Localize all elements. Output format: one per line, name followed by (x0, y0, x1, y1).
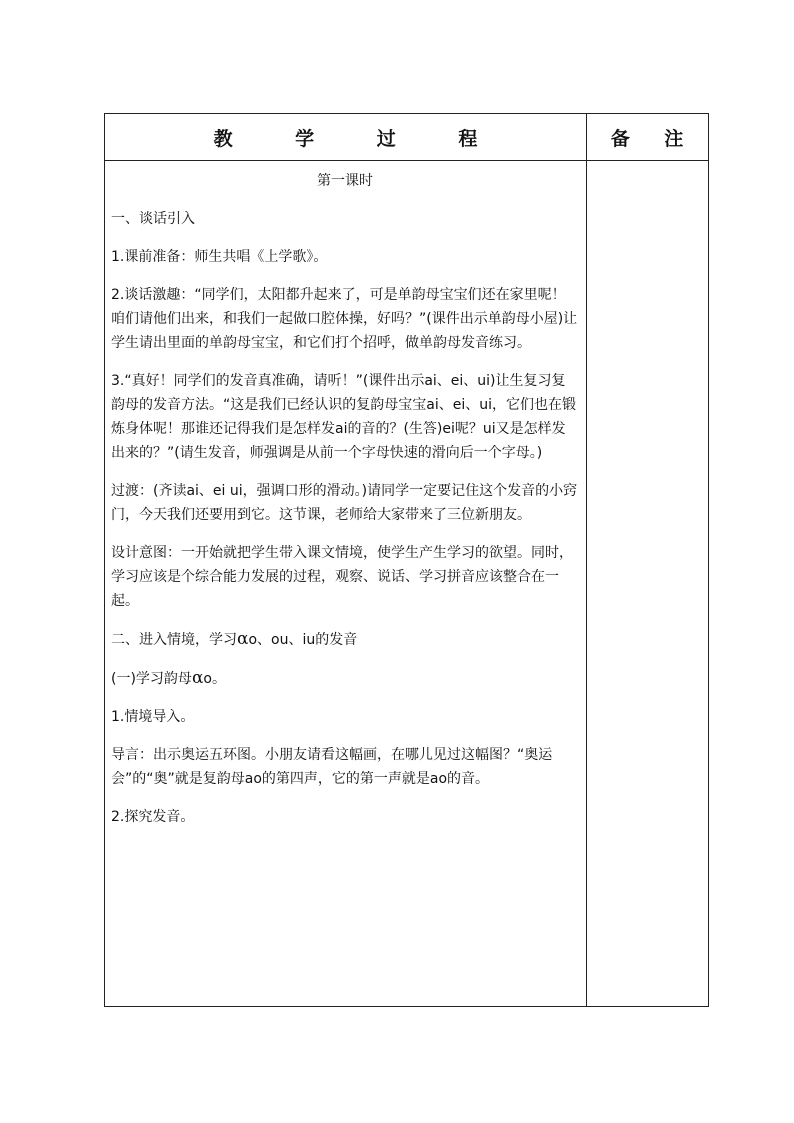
session-title: 第一课时 (317, 173, 373, 189)
header-notes: 备 注 (610, 127, 698, 150)
section-heading-intro: 一、谈话引入 (111, 211, 195, 227)
guide-paragraph: 导言：出示奥运五环图。小朋友请看这幅画，在哪儿见过这幅图？“奥运会”的“奥”就是复韵母ao的第四声，它的第一声就是ao的音。 (111, 747, 553, 787)
alpha-glyph: α (237, 629, 249, 649)
section-heading-finals: o、ou、iu的发音 (248, 632, 358, 648)
teaching-process-content (111, 161, 579, 829)
header-teaching-process: 教 学 过 程 (213, 127, 506, 150)
design-intent-paragraph: 设计意图：一开始就把学生带入课文情境，使学生产生学习的欲望。同时，学习应该是个综合能力发展的过程，观察、说话、学习拼音应该整合在一起。 (111, 545, 573, 609)
subsection-heading-final: o。 (203, 671, 226, 687)
step-review-finals: 3.“真好！同学们的发音真准确，请听！”(课件出示ai、ei、ui)让生复习复韵母的发音方法。“这是我们已经认识的复韵母宝宝ai、ei、ui，它们也在锻炼身体呢！那谁还记得我们是怎样发ai的音的？(生答)ei呢？ui又是怎样发出来的？”(请生发音，师强调是从前一个字母快速的滑向后一个字母。) (111, 373, 576, 461)
alpha-glyph: α (191, 668, 204, 688)
step-warmup-talk: 2.谈话激趣：“同学们，太阳都升起来了，可是单韵母宝宝们还在家里呢！咱们请他们出来，和我们一起做口腔体操，好吗？”(课件出示单韵母小屋)让学生请出里面的单韵母宝宝，和它们打个招呼，做单韵母发音练习。 (111, 287, 578, 351)
step-preparation: 1.课前准备：师生共唱《上学歌》。 (111, 249, 328, 265)
lesson-plan-table (104, 113, 709, 1007)
column-divider (586, 114, 587, 1006)
step-explore-pronunciation: 2.探究发音。 (111, 809, 195, 825)
section-heading-context (111, 627, 579, 652)
subsection-heading-ao (111, 666, 579, 691)
section-heading-text: 二、进入情境，学习 (111, 632, 237, 648)
subsection-heading-text: (一)学习韵母 (111, 671, 192, 687)
step-scenario-intro: 1.情境导入。 (111, 709, 195, 725)
transition-paragraph: 过渡：(齐读ai、ei ui，强调口形的滑动。)请同学一定要记住这个发音的小窍门，今天我们还要用到它。这节课，老师给大家带来了三位新朋友。 (111, 483, 578, 523)
